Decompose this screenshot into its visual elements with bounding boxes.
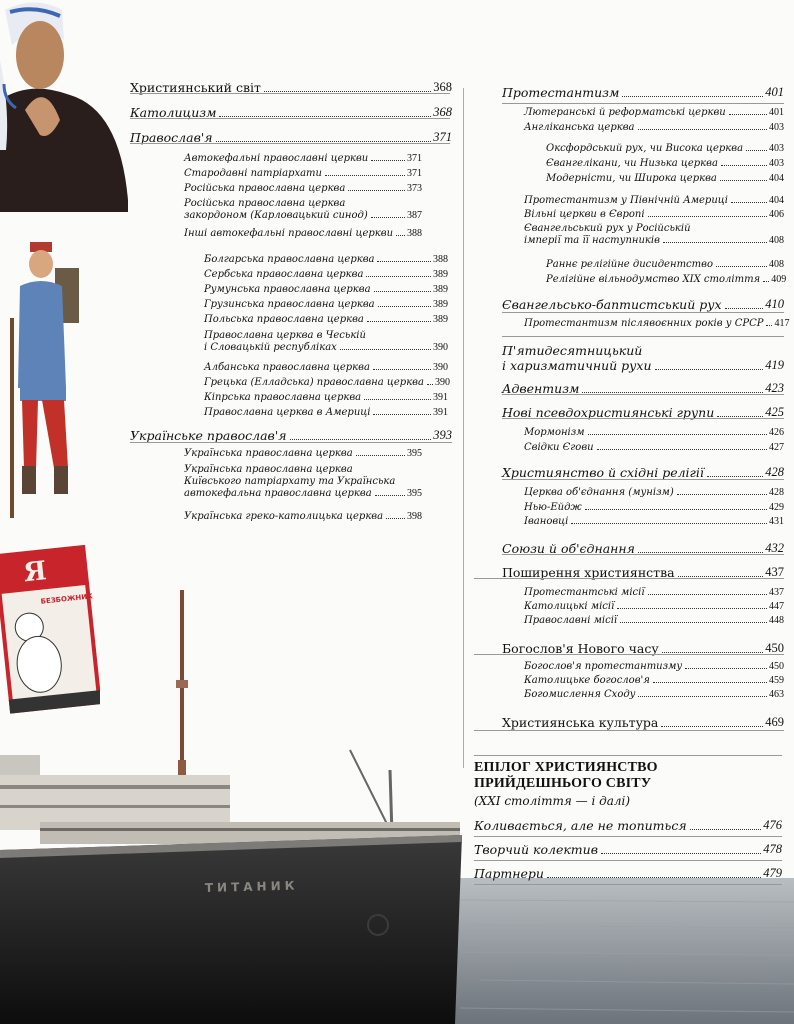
toc-entry-title: Богомислення Сходу [524,689,636,700]
toc-page-number: 450 [765,641,784,655]
dot-leader [340,349,431,350]
toc-entry-title: Болгарська православна церква [204,254,375,265]
section-rule [502,418,784,419]
toc-entry[interactable] [524,516,784,527]
toc-page-number: 408 [769,235,784,246]
bezbozhnik-poster-image [0,545,100,720]
section-rule [130,442,452,443]
toc-entry[interactable] [204,377,448,388]
toc-entry-title: імперії та її наступників [524,235,660,246]
toc-page-number: 404 [769,173,784,184]
epilog-subtitle: (XXI століття — і далі) [474,794,631,808]
toc-entry[interactable] [204,299,448,310]
toc-page-number: 479 [763,866,782,880]
toc-entry-title-line: П'ятидесятницький [502,343,643,358]
dot-leader [386,518,405,519]
toc-entry-title: Православні місії [524,615,618,626]
dot-leader [663,242,767,243]
dot-leader [662,652,764,653]
dot-leader [216,141,432,142]
toc-entry-title: Євангелікани, чи Низька церква [546,158,718,169]
toc-entry[interactable] [502,358,784,373]
toc-entry-title: і харизматичний рухи [502,358,652,373]
toc-entry[interactable] [524,502,784,513]
section-rule [474,578,784,579]
toc-entry-title: Християнська культура [502,715,659,730]
toc-entry-title: Нью-Ейдж [524,502,582,513]
toc-entry[interactable] [524,661,784,672]
toc-entry[interactable] [546,158,784,169]
toc-page-number: 403 [769,122,784,133]
toc-entry-title: Поширення християнства [502,565,675,580]
toc-entry-title: Християнський світ [130,80,261,95]
toc-page-number: 429 [769,502,784,513]
toc-page-number: 417 [774,318,790,329]
toc-page-number: 389 [433,284,448,295]
toc-entry[interactable] [524,209,784,220]
toc-entry[interactable] [502,715,784,730]
toc-page-number: 404 [769,195,784,206]
dot-leader [766,325,772,326]
toc-page-number: 403 [769,158,784,169]
toc-entry[interactable] [204,269,448,280]
dot-leader [582,392,763,393]
section-rule [502,479,784,480]
section-rule [474,860,782,861]
toc-entry[interactable] [204,362,448,373]
toc-entry[interactable] [184,153,422,164]
column-divider [463,88,464,768]
toc-entry-title: Католицизм [130,105,217,120]
toc-page-number: 371 [433,130,452,144]
toc-entry[interactable] [184,511,422,522]
dot-leader [364,399,431,400]
toc-entry-title: Творчий колектив [474,842,598,857]
titanic-ship-image [0,560,794,1024]
toc-page-number: 426 [769,427,784,438]
toc-page-number: 408 [769,259,784,270]
toc-entry[interactable] [502,465,784,480]
dot-leader [617,608,767,609]
toc-entry[interactable] [524,235,784,246]
section-rule [130,143,450,144]
toc-entry-title: Лютеранські й реформатські церкви [524,107,726,118]
toc-entry-title: Автокефальні православні церкви [184,153,369,164]
toc-page-number: 401 [769,107,784,118]
toc-entry[interactable] [546,173,784,184]
toc-page-number: 389 [433,299,448,310]
toc-page-number: 437 [769,587,784,598]
dot-leader [717,416,763,417]
dot-leader [721,165,767,166]
toc-entry-title-line: Євангельський рух у Російській [524,223,691,234]
section-rule [502,554,784,555]
toc-entry-title: Інші автокефальні православні церкви [184,228,394,239]
dot-leader [373,414,431,415]
toc-page-number: 401 [765,85,784,99]
poster-letter: Я [22,556,49,589]
toc-entry[interactable] [524,689,784,700]
toc-page-number: 447 [769,601,784,612]
toc-page-number: 450 [769,661,784,672]
dot-leader [648,594,767,595]
dot-leader [348,190,405,191]
toc-entry[interactable] [524,587,784,598]
dot-leader [746,150,767,151]
toc-page-number: 428 [769,487,784,498]
toc-page-number: 431 [769,516,784,527]
dot-leader [720,180,767,181]
epilog-title [474,760,658,792]
dot-leader [366,276,431,277]
toc-entry-title: Стародавні патріархати [184,168,322,179]
toc-entry-title: Протестантизм [502,85,620,100]
toc-page-number: 389 [433,269,448,280]
toc-page-number: 371 [407,153,422,164]
toc-page-number: 373 [407,183,422,194]
toc-entry-title: Богослов'я Нового часу [502,641,659,656]
section-rule [502,312,784,313]
dot-leader [374,291,431,292]
dot-leader [653,682,767,683]
toc-entry-title: Православ'я [130,130,213,145]
toc-entry[interactable] [184,488,422,499]
toc-entry-title: Раннє релігійне дисидентство [546,259,713,270]
toc-entry[interactable] [524,427,784,438]
toc-page-number: 448 [769,615,784,626]
french-soldier-illustration [0,238,85,528]
toc-entry-title: Богослов'я протестантизму [524,661,683,672]
toc-entry-title: Євангельсько-баптистський рух [502,297,722,312]
toc-entry[interactable] [524,318,790,329]
toc-entry[interactable] [204,342,448,353]
dot-leader [677,494,767,495]
toc-entry[interactable] [524,442,784,453]
dot-leader [585,509,767,510]
toc-entry[interactable] [204,284,448,295]
dot-leader [371,217,405,218]
toc-entry-title: Сербська православна церква [204,269,364,280]
toc-entry[interactable] [204,314,448,325]
toc-entry-title-line: Російська православна церква [184,198,346,209]
dot-leader [325,175,405,176]
toc-page-number: 427 [769,442,784,453]
toc-page-number: 419 [765,358,784,372]
toc-entry-title: Католицьке богослов'я [524,675,650,686]
toc-entry[interactable] [524,615,784,626]
toc-entry-title: Грузинська православна церква [204,299,375,310]
dot-leader [648,216,767,217]
toc-entry[interactable] [546,259,784,270]
toc-page-number: 388 [433,254,448,265]
toc-page-number: 428 [765,465,784,479]
toc-entry-title-line: Українська православна церква [184,464,353,475]
toc-page-number: 463 [769,689,784,700]
dot-leader [601,853,761,854]
dot-leader [571,523,767,524]
toc-page-number: 387 [407,210,422,221]
mother-teresa-portrait [0,0,130,212]
toc-entry-title: Союзи й об'єднання [502,541,635,556]
toc-entry[interactable] [502,297,784,312]
section-rule [130,118,450,119]
toc-entry[interactable] [184,210,422,221]
ship-name-text: ТИТАНИК [204,878,299,895]
toc-entry-title: Релігійне вільнодумство XIX століття [546,274,761,285]
toc-entry[interactable] [204,407,448,418]
toc-entry-title: закордоном (Карловацький синод) [184,210,368,221]
toc-page-number: 423 [765,381,784,395]
toc-entry-title: Грецька (Елладська) православна церква [204,377,424,388]
dot-leader [375,495,405,496]
toc-entry[interactable] [502,85,784,100]
toc-entry[interactable] [524,195,784,206]
toc-entry-title: Російська православна церква [184,183,346,194]
toc-page-number: 390 [433,362,448,373]
toc-page-number: 469 [765,715,784,729]
toc-entry[interactable] [130,428,452,443]
dot-leader [588,434,767,435]
dot-leader [547,877,761,878]
dot-leader [707,476,763,477]
toc-entry-title: Свідки Єгови [524,442,594,453]
toc-entry-title: Українська греко-католицька церква [184,511,384,522]
toc-entry-title: Румунська православна церква [204,284,371,295]
toc-page-number: 476 [763,818,782,832]
section-rule [502,394,784,395]
toc-page-number: 390 [434,377,450,388]
dot-leader [219,116,431,117]
dot-leader [597,449,767,450]
epilog-entry[interactable] [474,866,782,881]
toc-page-number: 391 [433,392,448,403]
epilog-title-line1: ЕПІЛОГ ХРИСТИЯНСТВО [474,760,658,775]
toc-entry[interactable] [524,487,784,498]
toc-entry-title: Івановці [524,516,569,527]
poster-word: БЕЗБОЖНИК [40,592,94,606]
toc-entry[interactable] [184,183,422,194]
toc-page-number: 459 [769,675,784,686]
dot-leader [371,160,405,161]
toc-entry-title: Кіпрська православна церква [204,392,362,403]
dot-leader [638,552,763,553]
dot-leader [716,266,767,267]
toc-entry[interactable] [204,392,448,403]
toc-page-number: 403 [769,143,784,154]
toc-entry-title: Протестантизм у Північній Америці [524,195,728,206]
dot-leader [638,696,767,697]
toc-page-number: 432 [765,541,784,555]
dot-leader [396,235,405,236]
toc-entry-title: Нові псевдохристиянські групи [502,405,715,420]
toc-page-number: 388 [407,228,422,239]
toc-entry[interactable] [546,274,787,285]
toc-entry-title-line: Православна церква в Чеській [204,330,366,341]
toc-entry-title: Партнери [474,866,544,881]
toc-page-number: 368 [433,105,452,119]
dot-leader [378,306,431,307]
toc-entry[interactable] [204,254,448,265]
toc-entry-title: Адвентизм [502,381,580,396]
section-rule [474,836,782,837]
toc-entry[interactable] [524,107,784,118]
epilog-entry[interactable] [474,842,782,857]
toc-entry-title: Мормонізм [524,427,585,438]
toc-entry-title: Католицькі місії [524,601,615,612]
toc-page-number: 437 [765,565,784,579]
toc-page-number: 395 [407,448,422,459]
toc-page-number: 389 [433,314,448,325]
toc-page-number: 371 [407,168,422,179]
toc-entry[interactable] [546,143,784,154]
toc-entry-title: автокефальна православна церква [184,488,372,499]
dot-leader [661,726,763,727]
dot-leader [427,384,433,385]
toc-entry-title: Православна церква в Америці [204,407,371,418]
section-rule [502,336,784,337]
toc-entry-title: Модерністи, чи Широка церква [546,173,717,184]
toc-entry-title: Українська православна церква [184,448,353,459]
dot-leader [731,202,767,203]
toc-entry-title: Оксфордський рух, чи Висока церква [546,143,744,154]
toc-entry[interactable] [184,448,422,459]
toc-page-number: 390 [433,342,448,353]
toc-entry-title: Протестантизм післявоєнних років у СРСР [524,318,764,329]
epilog-title-line2: ПРИЙДЕШНЬОГО СВІТУ [474,776,652,791]
toc-page-number: 398 [407,511,422,522]
dot-leader [373,369,431,370]
toc-entry-title: Християнство й східні релігії [502,465,704,480]
toc-page-number: 368 [433,80,452,94]
dot-leader [622,96,763,97]
toc-entry[interactable] [524,601,784,612]
dot-leader [685,668,767,669]
dot-leader [264,91,431,92]
dot-leader [356,455,405,456]
section-rule [474,884,782,885]
dot-leader [377,261,431,262]
section-rule [474,730,784,731]
dot-leader [655,369,764,370]
toc-entry-title: Коливається, але не топиться [474,818,687,833]
toc-entry[interactable] [184,168,422,179]
dot-leader [678,576,764,577]
section-rule [502,103,784,104]
toc-entry-title: Англіканська церква [524,122,635,133]
toc-page-number: 395 [407,488,422,499]
toc-entry-title: Албанська православна церква [204,362,370,373]
dot-leader [620,622,767,623]
toc-page-number: 409 [771,274,787,285]
toc-entry-title: Протестантські місії [524,587,645,598]
toc-entry-title-line: Київського патріархату та Українська [184,476,396,487]
toc-entry-title: і Словацькій республіках [204,342,337,353]
toc-entry[interactable] [184,228,422,239]
toc-page-number: 406 [769,209,784,220]
epilog-entry[interactable] [474,818,782,833]
dot-leader [725,308,764,309]
dot-leader [763,281,769,282]
section-rule [474,654,784,655]
toc-entry[interactable] [524,675,784,686]
dot-leader [690,829,762,830]
toc-entry[interactable] [524,122,784,133]
toc-page-number: 393 [433,428,452,442]
toc-page-number: 410 [765,297,784,311]
dot-leader [638,129,767,130]
toc-page-number: 478 [763,842,782,856]
toc-entry-title: Церква об'єднання (мунізм) [524,487,674,498]
dot-leader [290,439,432,440]
dot-leader [729,114,767,115]
toc-page-number: 425 [765,405,784,419]
dot-leader [367,321,431,322]
toc-entry-title: Українське православ'я [130,428,287,443]
toc-page-number: 391 [433,407,448,418]
epilog-rule [474,755,782,756]
toc-entry-title: Польська православна церква [204,314,364,325]
section-rule [130,93,450,94]
toc-entry-title: Вільні церкви в Європі [524,209,645,220]
